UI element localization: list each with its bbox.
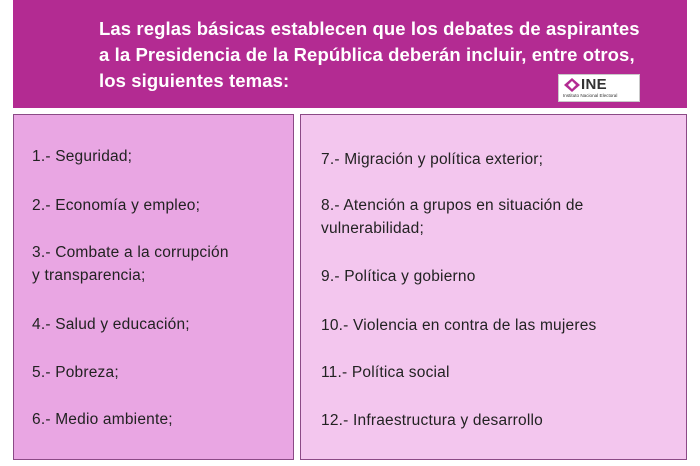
topic-item <box>32 241 229 287</box>
logo-subtitle: Instituto Nacional Electoral <box>563 93 618 98</box>
topic-line: 5.- Pobreza; <box>32 364 119 381</box>
topic-item <box>321 148 543 171</box>
topic-line: 8.- Atención a grupos en situación de <box>321 197 584 214</box>
topic-line: 6.- Medio ambiente; <box>32 411 173 428</box>
topic-item <box>321 314 596 337</box>
topic-line: 1.- Seguridad; <box>32 148 133 165</box>
header-banner <box>13 0 687 108</box>
ine-logo <box>558 74 640 102</box>
topics-panel-right <box>300 114 687 460</box>
ine-logo-mark-icon <box>564 78 580 92</box>
topic-item <box>321 361 450 384</box>
topic-item <box>32 361 119 384</box>
topic-item <box>32 313 190 336</box>
topic-line-continued: y transparencia; <box>32 267 146 284</box>
topic-line: 4.- Salud y educación; <box>32 316 190 333</box>
topic-line: 3.- Combate a la corrupción <box>32 244 229 261</box>
topic-item <box>32 194 200 217</box>
topic-item <box>32 145 132 168</box>
header-line-1: Las reglas básicas establecen que los debates de aspirantes <box>99 18 640 39</box>
topic-line: 2.- Economía y empleo; <box>32 197 201 214</box>
topic-line: 9.- Política y gobierno <box>321 268 476 285</box>
topic-item <box>321 409 543 432</box>
topic-line-continued: vulnerabilidad; <box>321 220 424 237</box>
topics-panel-left <box>13 114 294 460</box>
topic-line: 10.- Violencia en contra de las mujeres <box>321 317 597 334</box>
topic-line: 12.- Infraestructura y desarrollo <box>321 412 543 429</box>
header-line-3: los siguientes temas: <box>99 70 290 91</box>
topic-line: 11.- Política social <box>321 364 450 381</box>
topic-item <box>321 265 476 288</box>
topic-item <box>32 408 173 431</box>
topic-item <box>321 194 583 240</box>
topic-line: 7.- Migración y política exterior; <box>321 151 544 168</box>
logo-word: INE <box>581 76 607 93</box>
header-line-2: a la Presidencia de la República deberán incluir, entre otros, <box>99 44 635 65</box>
